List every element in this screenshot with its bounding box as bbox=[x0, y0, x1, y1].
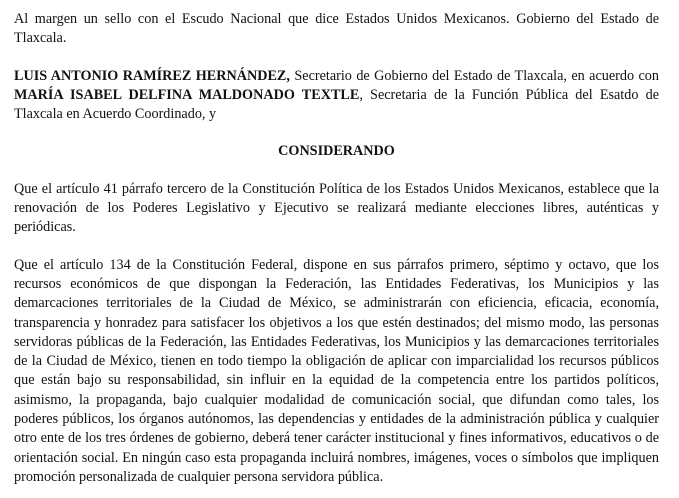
preamble-paragraph: Al margen un sello con el Escudo Nacional que dice Estados Unidos Mexicanos. Gobierno del Estado de Tlaxcala. bbox=[14, 11, 659, 47]
considerando-paragraph-2: Que el artículo 134 de la Constitución Federal, dispone en sus párrafos primero, séptimo y octavo, que los recursos económicos de que dispongan la Federación, las Entidades Federativas, los Municipios y las demarcaciones territoriales de la Ciudad de México, se administrarán con eficiencia, eficacia, economía, transparencia y honradez para satisfacer los objetivos a los que estén destinados; del mismo modo, las personas servidoras públicas de la Federación, las Entidades Federativas, los Municipios y las demarcaciones territoriales de la Ciudad de México, tienen en todo tiempo la obligación de aplicar con imparcialidad los recursos públicos que están bajo su responsabilidad, sin influir en la equidad de la competencia entre los partidos políticos, asimismo, la propaganda, bajo cualquier modalidad de comunicación social, que difundan como tales, los poderes públicos, los órganos autónomos, las dependencias y entidades de la administración pública y cualquier otro ente de los tres órdenes de gobierno, deberá tener carácter institucional y fines informativos, educativos o de orientación social. En ningún caso esta propaganda incluirá nombres, imágenes, voces o símbolos que impliquen promoción personalizada de cualquier persona servidora pública. bbox=[14, 256, 659, 485]
intro-text-1: Secretario de Gobierno del Estado de Tlaxcala, en acuerdo con bbox=[289, 67, 659, 84]
intro-text-2: , Secretaria de la Función Pública del Esatdo de Tlaxcala en Acuerdo Coordinado, y bbox=[14, 86, 659, 123]
section-heading: CONSIDERANDO bbox=[278, 143, 395, 160]
signatory-name-1: LUIS ANTONIO RAMÍREZ HERNÁNDEZ, bbox=[14, 67, 290, 84]
signatory-name-2: MARÍA ISABEL DELFINA MALDONADO TEXTLE bbox=[14, 86, 360, 103]
intro-paragraph bbox=[14, 67, 659, 125]
considerando-paragraph-1: Que el artículo 41 párrafo tercero de la Constitución Política de los Estados Unidos Mexicanos, establece que la renovación de los Poderes Legislativo y Ejecutivo se realizará mediante elecciones libres, auténticas y periódicas. bbox=[14, 180, 659, 236]
